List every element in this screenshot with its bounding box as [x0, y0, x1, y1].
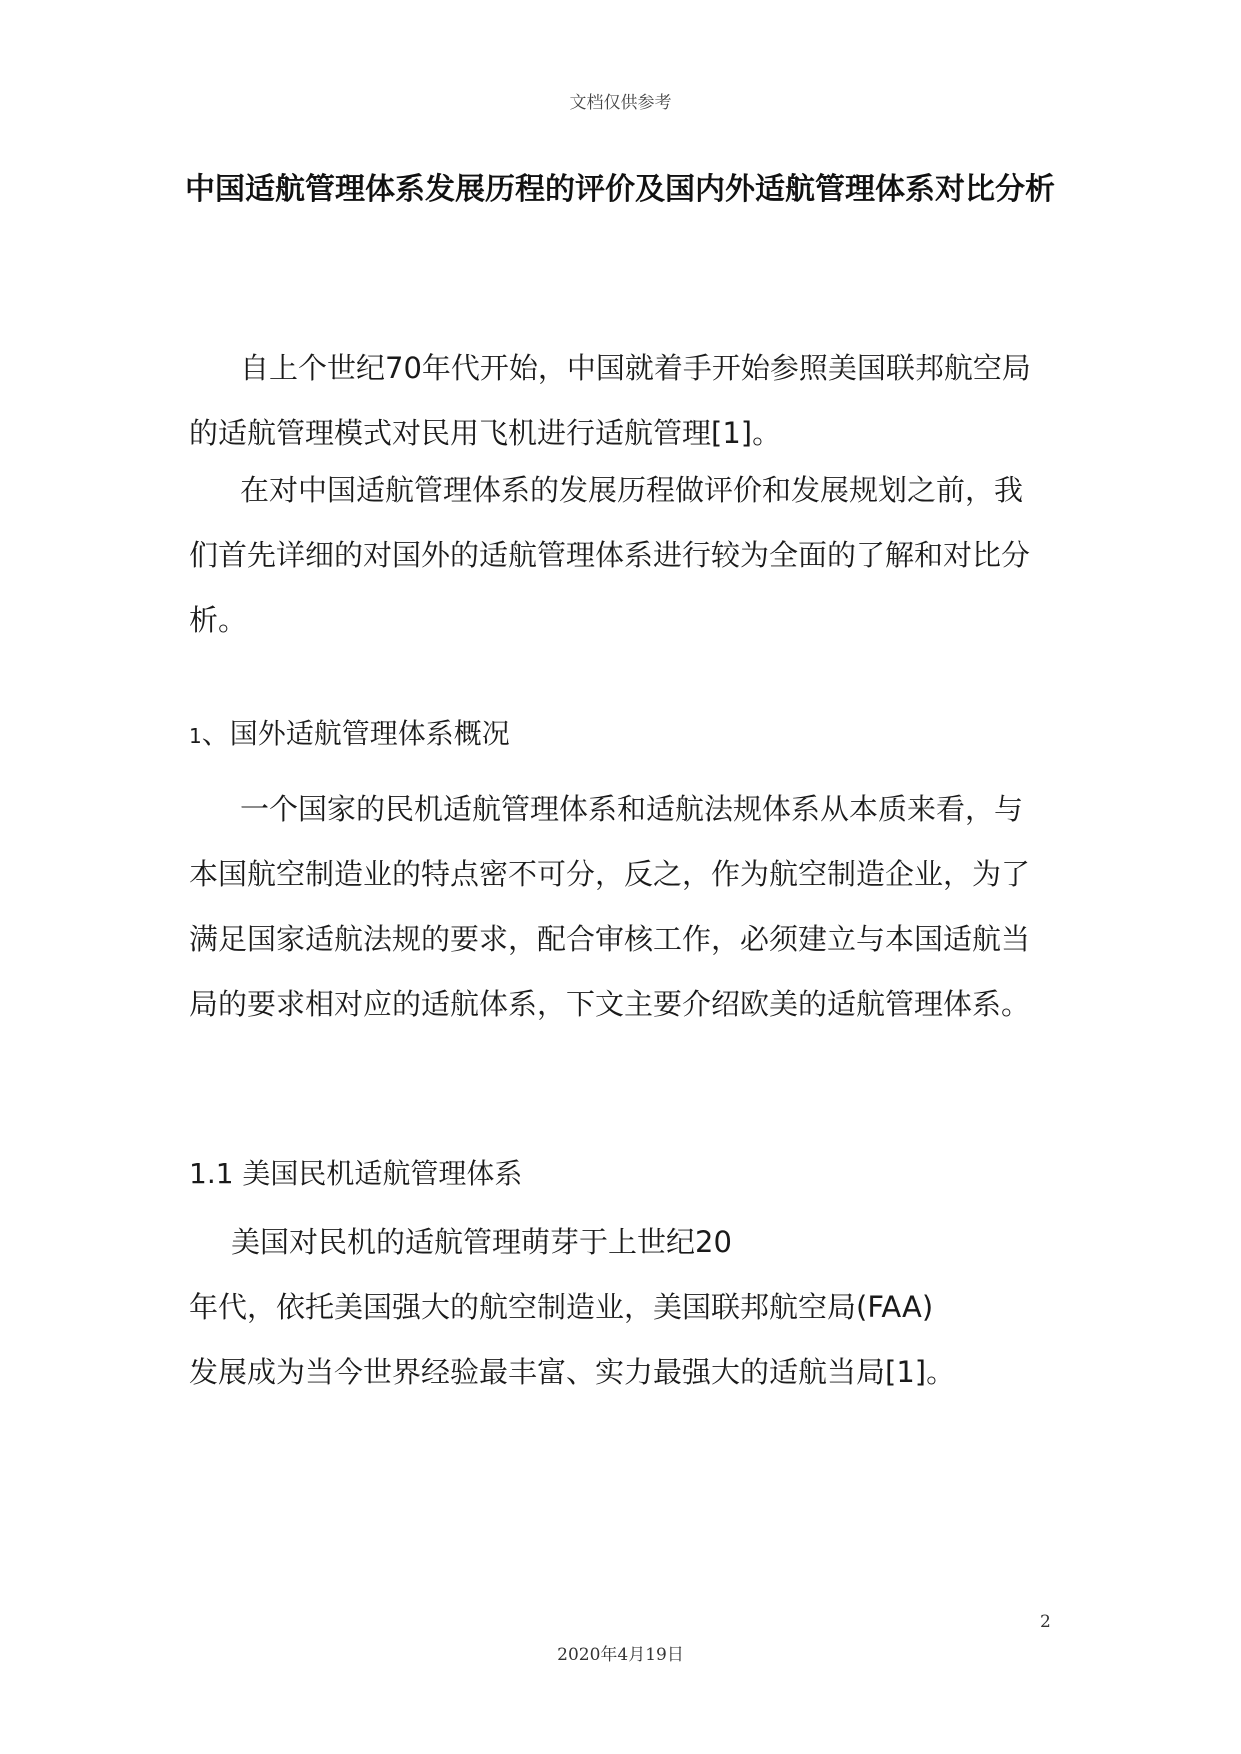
- intro-paragraph-1: 自上个世纪70年代开始，中国就着手开始参照美国联邦航空局的适航管理模式对民用飞机进行适航管理[1]。: [189, 351, 1031, 450]
- footer-date: 2020年4月19日: [557, 1645, 684, 1665]
- intro-paragraph-2: 在对中国适航管理体系的发展历程做评价和发展规划之前，我们首先详细的对国外的适航管理体系进行较为全面的了解和对比分析。: [189, 473, 1031, 637]
- document-title: 中国适航管理体系发展历程的评价及国内外适航管理体系对比分析: [185, 172, 1055, 207]
- section-1-1-heading: 1.1 美国民机适航管理体系: [189, 1157, 523, 1190]
- page-number: 2: [1040, 1612, 1051, 1632]
- section-1-number: 1: [189, 724, 202, 748]
- section-1-1-line-2: 年代，依托美国强大的航空制造业，美国联邦航空局(FAA): [189, 1290, 934, 1324]
- header-note: 文档仅供参考: [569, 93, 672, 113]
- section-1-title: 国外适航管理体系概况: [229, 717, 510, 750]
- section-1-1-line-3: 发展成为当今世界经验最丰富、实力最强大的适航当局[1]。: [189, 1355, 956, 1389]
- section-1-paragraph: 一个国家的民机适航管理体系和适航法规体系从本质来看，与本国航空制造业的特点密不可分，反之，作为航空制造企业，为了满足国家适航法规的要求，配合审核工作，必须建立与本国适航当局的要求相对应的适航体系，下文主要介绍欧美的适航管理体系。: [189, 792, 1031, 1021]
- section-1-heading: [189, 714, 510, 756]
- section-1-1-line-1: 美国对民机的适航管理萌芽于上世纪20: [231, 1225, 732, 1259]
- section-1-separator: 、: [201, 717, 230, 750]
